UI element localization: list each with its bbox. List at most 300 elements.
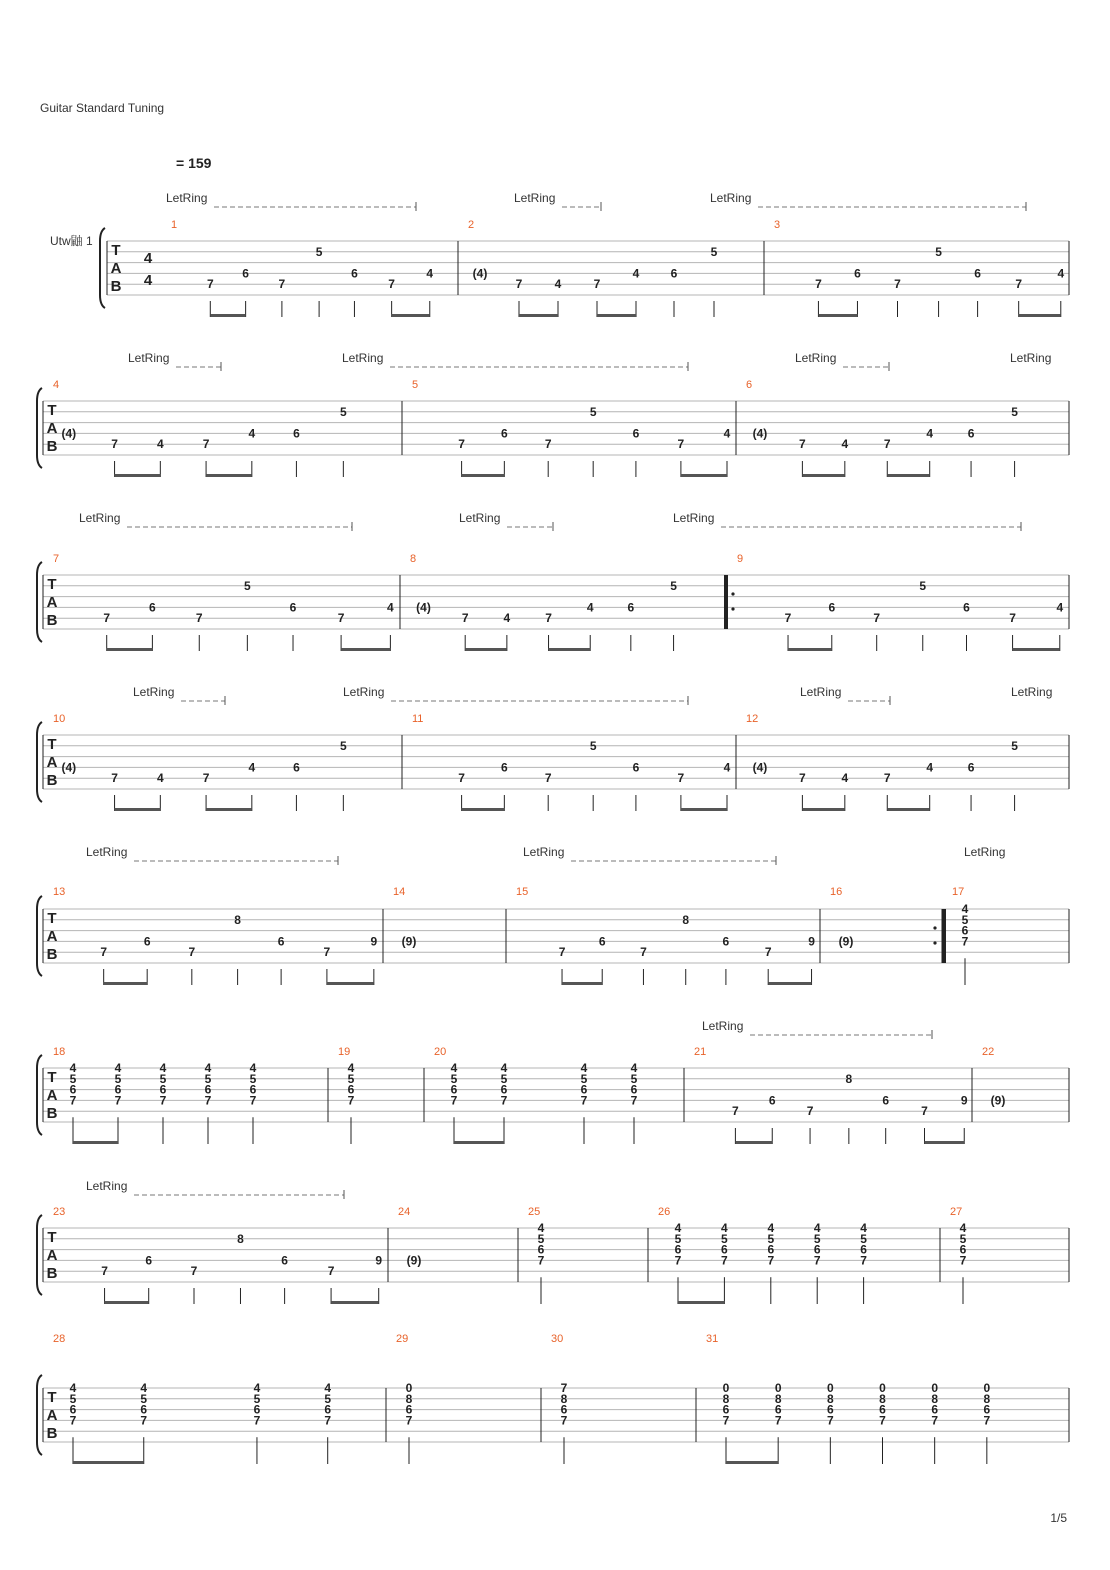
measure-number: 15	[516, 886, 529, 898]
beam	[206, 474, 252, 477]
fret-number: 4	[630, 1061, 638, 1075]
fret-number: 7	[593, 277, 601, 292]
fret-number: 8	[983, 1391, 991, 1406]
beam	[104, 982, 148, 985]
measure-number: 21	[694, 1046, 707, 1058]
fret-number: (9)	[401, 934, 417, 949]
beam	[1013, 648, 1060, 651]
fret-number: 6	[721, 1242, 728, 1257]
beam	[206, 808, 252, 811]
measure-number: 6	[746, 379, 753, 391]
fret-number: 6	[967, 426, 975, 441]
fret-number: 8	[237, 1231, 244, 1246]
fret-number: 7	[69, 1413, 77, 1428]
fret-number: 7	[545, 611, 552, 626]
fret-number: 5	[253, 1391, 261, 1406]
fret-number: 7	[931, 1413, 939, 1428]
fret-number: 7	[560, 1381, 568, 1395]
beam	[549, 648, 591, 651]
fret-number: 7	[190, 1264, 198, 1279]
measure-number: 4	[53, 379, 60, 391]
fret-number: 5	[1011, 738, 1018, 753]
fret-number: 8	[682, 912, 690, 927]
system-bracket	[37, 388, 42, 468]
fret-number: 6	[722, 934, 730, 949]
repeat-dot	[933, 926, 936, 929]
fret-number: 6	[828, 600, 836, 615]
fret-number: 7	[860, 1253, 867, 1268]
fret-number: 9	[375, 1253, 383, 1268]
fret-number: 5	[537, 1231, 545, 1246]
tab-letter-b: B	[46, 1105, 58, 1122]
fret-number: 4	[450, 1061, 458, 1075]
fret-number: 4	[156, 437, 164, 452]
tab-letter-a: A	[46, 1247, 58, 1264]
let-ring-label: LetRing	[343, 685, 385, 699]
fret-number: 5	[721, 1231, 728, 1246]
fret-number: 5	[670, 578, 677, 593]
fret-number: 5	[315, 244, 323, 259]
system-bracket	[37, 722, 42, 802]
fret-number: (4)	[61, 426, 77, 441]
repeat-end-bar	[942, 909, 946, 963]
fret-number: 7	[111, 437, 118, 452]
fret-number: 4	[959, 1221, 967, 1235]
beam	[115, 474, 161, 477]
fret-number: 7	[323, 945, 331, 960]
fret-number: 4	[114, 1061, 122, 1075]
staff-system	[37, 1333, 1069, 1464]
fret-number: 5	[674, 1231, 682, 1246]
measure-number: 16	[830, 886, 843, 898]
fret-number: 5	[589, 738, 597, 753]
fret-number: 5	[339, 738, 347, 753]
fret-number: 5	[1011, 404, 1018, 419]
tab-letter-b: B	[46, 946, 58, 963]
tab-letter-b: B	[46, 612, 58, 629]
fret-number: 6	[882, 1093, 890, 1108]
time-signature-bottom: 4	[143, 272, 153, 289]
fret-number: 6	[69, 1082, 77, 1097]
let-ring-label: LetRing	[795, 351, 837, 365]
fret-number: 7	[784, 611, 792, 626]
beam	[818, 314, 857, 317]
repeat-start-bar	[724, 575, 728, 629]
track-name: Utw鼬 1	[50, 234, 93, 248]
measure-number: 19	[338, 1046, 351, 1058]
fret-number: 4	[500, 1061, 508, 1075]
fret-number: 6	[967, 760, 975, 775]
fret-number: 7	[159, 1093, 167, 1108]
fret-number: 4	[159, 1061, 167, 1075]
beam	[462, 474, 505, 477]
fret-number: 6	[627, 600, 635, 615]
fret-number: 6	[277, 934, 285, 949]
tab-letter-t: T	[47, 402, 57, 419]
fret-number: 6	[560, 1402, 568, 1417]
fret-number: 8	[234, 912, 241, 927]
beam	[735, 1141, 772, 1144]
fret-number: 7	[111, 771, 118, 786]
fret-number: 4	[248, 426, 256, 441]
fret-number: 7	[347, 1093, 355, 1108]
let-ring-label: LetRing	[1011, 685, 1053, 699]
beam	[681, 474, 727, 477]
fret-number: 5	[249, 1071, 257, 1086]
system-bracket	[37, 1375, 42, 1455]
system-bracket	[100, 228, 105, 308]
fret-number: 5	[243, 578, 251, 593]
beam	[327, 982, 374, 985]
beam	[802, 474, 844, 477]
fret-number: 6	[630, 1082, 638, 1097]
tab-letter-a: A	[46, 1087, 58, 1104]
beam	[678, 1301, 724, 1304]
fret-number: 0	[983, 1381, 991, 1395]
tab-letter-a: A	[46, 594, 58, 611]
measure-number: 26	[658, 1206, 671, 1218]
measure-number: 2	[468, 219, 475, 231]
let-ring-label: LetRing	[86, 1179, 128, 1193]
fret-number: (4)	[752, 426, 768, 441]
fret-number: 6	[961, 923, 969, 938]
repeat-dot	[731, 607, 734, 610]
fret-number: 4	[1056, 600, 1064, 615]
let-ring-label: LetRing	[964, 845, 1006, 859]
fret-number: 6	[974, 266, 981, 281]
fret-number: 6	[674, 1242, 682, 1257]
fret-number: 5	[959, 1231, 967, 1246]
let-ring-label: LetRing	[702, 1019, 744, 1033]
fret-number: 5	[767, 1231, 775, 1246]
beam	[392, 314, 430, 317]
tab-letter-t: T	[47, 1069, 57, 1086]
fret-number: (9)	[406, 1253, 422, 1268]
fret-number: 8	[722, 1391, 730, 1406]
fret-number: 7	[806, 1104, 814, 1119]
fret-number: 6	[69, 1402, 77, 1417]
fret-number: 8	[405, 1391, 413, 1406]
fret-number: 8	[931, 1391, 939, 1406]
fret-number: 7	[677, 437, 685, 452]
fret-number: 7	[140, 1413, 148, 1428]
fret-number: 5	[347, 1071, 355, 1086]
fret-number: 7	[799, 437, 806, 452]
let-ring-label: LetRing	[86, 845, 128, 859]
fret-number: 6	[813, 1242, 821, 1257]
fret-number: 6	[767, 1242, 775, 1257]
fret-number: 6	[879, 1402, 886, 1417]
fret-number: 4	[586, 600, 594, 615]
let-ring-label: LetRing	[79, 511, 121, 525]
fret-number: 7	[894, 277, 901, 292]
fret-number: 7	[202, 437, 210, 452]
system-bracket	[37, 896, 42, 976]
staff-system	[37, 1179, 1069, 1304]
fret-number: 7	[921, 1104, 928, 1119]
fret-number: 8	[774, 1391, 782, 1406]
let-ring-label: LetRing	[1010, 351, 1052, 365]
measure-number: 9	[737, 553, 744, 565]
fret-number: 6	[450, 1082, 458, 1097]
fret-number: 5	[339, 404, 347, 419]
let-ring-label: LetRing	[128, 351, 170, 365]
fret-number: 6	[281, 1253, 288, 1268]
measure-number: 14	[393, 886, 406, 898]
fret-number: 7	[253, 1413, 261, 1428]
let-ring-label: LetRing	[800, 685, 842, 699]
measure-number: 29	[396, 1333, 409, 1345]
beam	[105, 1301, 149, 1304]
fret-number: 7	[961, 934, 969, 949]
measure-number: 17	[952, 886, 965, 898]
let-ring-label: LetRing	[342, 351, 384, 365]
measure-number: 3	[774, 219, 781, 231]
fret-number: 0	[879, 1381, 886, 1395]
fret-number: 4	[580, 1061, 588, 1075]
fret-number: 5	[860, 1231, 867, 1246]
tab-letter-b: B	[46, 438, 58, 455]
repeat-dot	[933, 941, 936, 944]
fret-number: 6	[242, 266, 249, 281]
fret-number: 4	[204, 1061, 212, 1075]
fret-number: 6	[500, 426, 508, 441]
system-bracket	[37, 1055, 42, 1135]
fret-number: 7	[983, 1413, 991, 1428]
fret-number: 5	[710, 244, 718, 259]
tab-letter-a: A	[110, 260, 122, 277]
fret-number: 4	[156, 771, 164, 786]
fret-number: 6	[114, 1082, 122, 1097]
beam	[341, 648, 390, 651]
fret-number: 5	[450, 1071, 458, 1086]
beam	[115, 808, 161, 811]
fret-number: 4	[813, 1221, 821, 1235]
fret-number: 7	[879, 1413, 886, 1428]
beam	[887, 808, 929, 811]
fret-number: 4	[674, 1221, 682, 1235]
fret-number: 8	[879, 1391, 886, 1406]
fret-number: 7	[883, 771, 891, 786]
measure-number: 22	[982, 1046, 995, 1058]
fret-number: 6	[145, 1253, 153, 1268]
beam	[887, 474, 929, 477]
beam	[681, 808, 727, 811]
repeat-dot	[731, 592, 734, 595]
fret-number: 6	[632, 426, 640, 441]
fret-number: 6	[149, 600, 156, 615]
measure-number: 12	[746, 713, 759, 725]
fret-number: 7	[500, 1093, 508, 1108]
fret-number: 7	[813, 1253, 821, 1268]
tab-letter-a: A	[46, 1407, 58, 1424]
measure-number: 27	[950, 1206, 963, 1218]
tab-letter-b: B	[110, 278, 122, 295]
fret-number: 7	[558, 945, 566, 960]
fret-number: 5	[140, 1391, 148, 1406]
measure-number: 18	[53, 1046, 66, 1058]
fret-number: 8	[845, 1071, 853, 1086]
measure-number: 25	[528, 1206, 541, 1218]
fret-number: 4	[860, 1221, 867, 1235]
fret-number: 4	[249, 1061, 257, 1075]
tab-letter-a: A	[46, 928, 58, 945]
fret-number: 6	[140, 1402, 148, 1417]
fret-number: 5	[114, 1071, 122, 1086]
beam	[802, 808, 844, 811]
fret-number: 7	[327, 1264, 335, 1279]
fret-number: 7	[458, 771, 465, 786]
fret-number: 6	[537, 1242, 545, 1257]
fret-number: 6	[854, 266, 861, 281]
fret-number: 6	[143, 934, 151, 949]
fret-number: 4	[1057, 266, 1065, 281]
fret-number: 7	[640, 945, 647, 960]
fret-number: 4	[961, 902, 969, 916]
beam	[210, 314, 245, 317]
measure-number: 1	[171, 219, 178, 231]
staff-system	[37, 511, 1069, 651]
fret-number: 9	[960, 1093, 968, 1108]
fret-number: 6	[983, 1402, 991, 1417]
fret-number: 6	[324, 1402, 332, 1417]
tab-letter-t: T	[47, 576, 57, 593]
fret-number: 7	[515, 277, 523, 292]
fret-number: 4	[841, 437, 849, 452]
let-ring-label: LetRing	[710, 191, 752, 205]
fret-number: 7	[450, 1093, 458, 1108]
fret-number: 7	[114, 1093, 122, 1108]
fret-number: 4	[537, 1221, 545, 1235]
fret-number: 6	[826, 1402, 834, 1417]
fret-number: 4	[387, 600, 394, 615]
beam	[788, 648, 832, 651]
tab-letter-t: T	[47, 736, 57, 753]
beam	[597, 314, 636, 317]
system-bracket	[37, 562, 42, 642]
fret-number: 6	[405, 1402, 413, 1417]
fret-number: (4)	[61, 760, 77, 775]
fret-number: 7	[1015, 277, 1023, 292]
let-ring-label: LetRing	[523, 845, 565, 859]
measure-number: 11	[412, 713, 424, 725]
fret-number: 6	[963, 600, 970, 615]
measure-number: 8	[410, 553, 417, 565]
fret-number: 4	[347, 1061, 355, 1075]
measure-number: 5	[412, 379, 419, 391]
fret-number: 6	[204, 1082, 212, 1097]
fret-number: 7	[721, 1253, 728, 1268]
tab-letter-t: T	[47, 1389, 57, 1406]
fret-number: 7	[388, 277, 395, 292]
fret-number: 7	[206, 277, 214, 292]
fret-number: 5	[69, 1071, 77, 1086]
fret-number: 6	[931, 1402, 939, 1417]
time-signature-top: 4	[143, 250, 153, 267]
fret-number: 6	[768, 1093, 776, 1108]
fret-number: 0	[405, 1381, 413, 1395]
fret-number: 6	[670, 266, 678, 281]
fret-number: 5	[69, 1391, 77, 1406]
fret-number: (9)	[990, 1093, 1006, 1108]
fret-number: 7	[826, 1413, 834, 1428]
fret-number: 5	[500, 1071, 508, 1086]
fret-number: 7	[560, 1413, 568, 1428]
fret-number: 4	[554, 277, 562, 292]
page-number: 1/5	[1050, 1511, 1067, 1525]
fret-number: 9	[808, 934, 815, 949]
fret-number: 6	[598, 934, 606, 949]
fret-number: 4	[926, 426, 934, 441]
fret-number: 5	[204, 1071, 212, 1086]
fret-number: 7	[249, 1093, 257, 1108]
fret-number: 7	[630, 1093, 638, 1108]
let-ring-label: LetRing	[673, 511, 715, 525]
fret-number: 7	[1009, 611, 1016, 626]
measure-number: 24	[398, 1206, 411, 1218]
fret-number: 6	[580, 1082, 588, 1097]
fret-number: 7	[461, 611, 469, 626]
let-ring-label: LetRing	[133, 685, 175, 699]
beam	[73, 1461, 144, 1464]
tuning-label: Guitar Standard Tuning	[40, 101, 165, 115]
fret-number: 5	[589, 404, 597, 419]
fret-number: 4	[140, 1381, 148, 1395]
fret-number: 4	[926, 760, 934, 775]
fret-number: 4	[253, 1381, 261, 1395]
tab-letter-t: T	[111, 242, 121, 259]
fret-number: 5	[580, 1071, 588, 1086]
fret-number: 6	[351, 266, 358, 281]
staff-system	[37, 845, 1069, 985]
fret-number: 6	[249, 1082, 257, 1097]
fret-number: 6	[159, 1082, 167, 1097]
let-ring-label: LetRing	[514, 191, 556, 205]
system-bracket	[37, 1215, 42, 1295]
measure-number: 7	[53, 553, 60, 565]
fret-number: 6	[959, 1242, 967, 1257]
let-ring-label: LetRing	[459, 511, 501, 525]
fret-number: 5	[159, 1071, 167, 1086]
beam	[519, 314, 558, 317]
measure-number: 20	[434, 1046, 447, 1058]
fret-number: 7	[100, 945, 108, 960]
beam	[768, 982, 811, 985]
fret-number: 5	[813, 1231, 821, 1246]
tab-letter-b: B	[46, 1265, 58, 1282]
fret-number: 6	[500, 760, 508, 775]
fret-number: 7	[767, 1253, 775, 1268]
fret-number: 9	[370, 934, 378, 949]
fret-number: (4)	[416, 600, 431, 615]
fret-number: 6	[500, 1082, 508, 1097]
measure-number: 30	[551, 1333, 564, 1345]
tab-letter-t: T	[47, 910, 57, 927]
fret-number: 0	[931, 1381, 939, 1395]
fret-number: 4	[767, 1221, 775, 1235]
beam	[454, 1141, 504, 1144]
fret-number: 7	[458, 437, 465, 452]
beam	[924, 1141, 964, 1144]
fret-number: 4	[426, 266, 434, 281]
fret-number: 5	[935, 244, 942, 259]
fret-number: 6	[253, 1402, 261, 1417]
fret-number: 7	[544, 771, 552, 786]
staff-system	[37, 351, 1069, 477]
fret-number: 8	[560, 1391, 568, 1406]
fret-number: 7	[337, 611, 345, 626]
measure-number: 28	[53, 1333, 66, 1345]
